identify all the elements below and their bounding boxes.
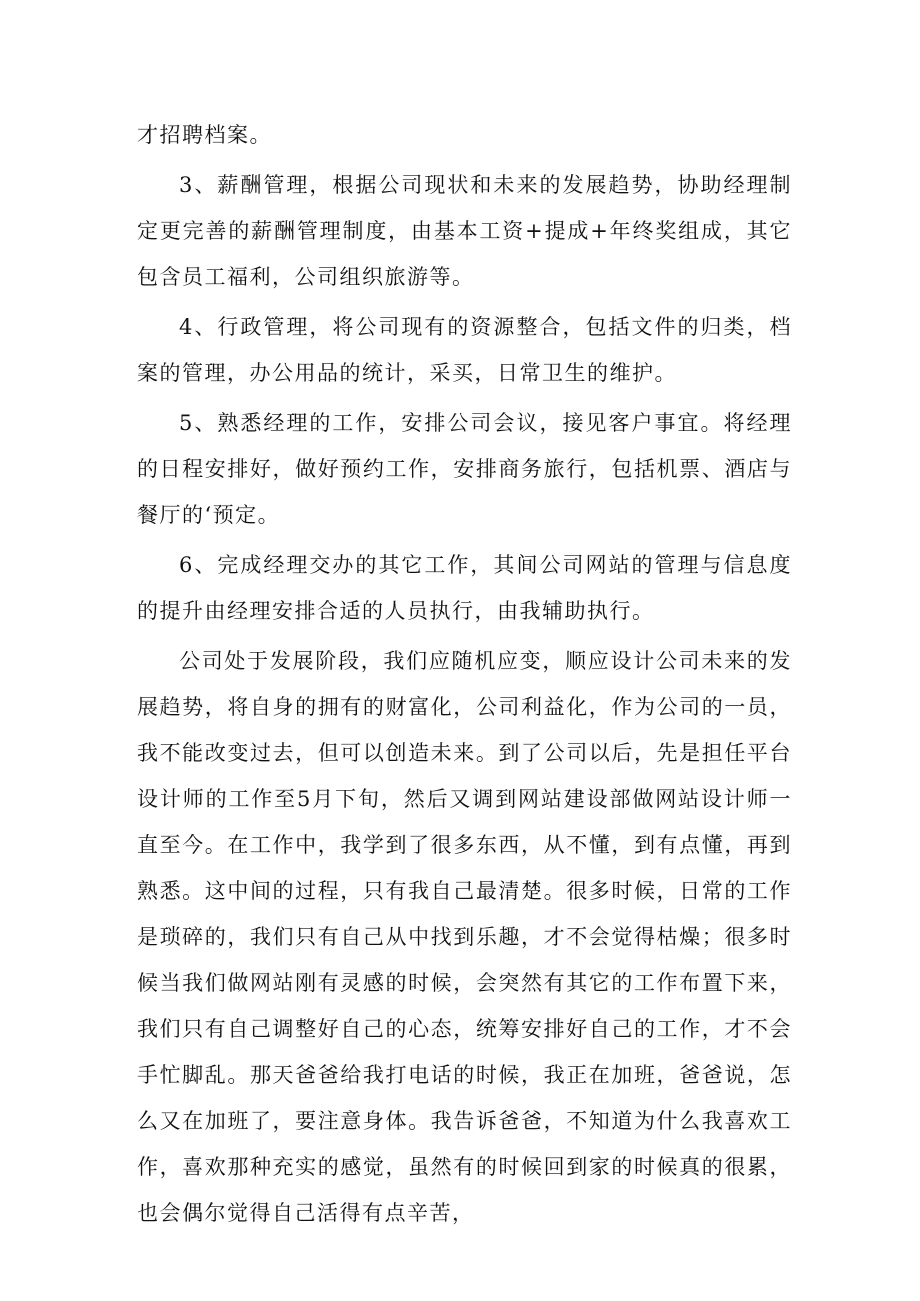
paragraph-item-4-admin: 4、行政管理，将公司现有的资源整合，包括文件的归类，档案的管理，办公用品的统计，采买，日常卫生的维护。 [137,315,792,385]
paragraph-company-development: 公司处于发展阶段，我们应随机应变，顺应设计公司未来的发展趋势，将自身的拥有的财富化，公司利益化，作为公司的一员，我不能改变过去，但可以创造未来。到了公司以后，先是担任平台设计师的工作至5月下旬，然后又调到网站建设部做网站设计师一直至今。在工作中，我学到了很多东西，从不懂，到有点懂，再到熟悉。这中间的过程，只有我自己最清楚。很多时候，日常的工作是琐碎的，我们只有自己从中找到乐趣，才不会觉得枯燥；很多时候当我们做网站刚有灵感的时候，会突然有其它的工作布置下来，我们只有自己调整好自己的心态，统筹安排好自己的工作，才不会手忙脚乱。那天爸爸给我打电话的时候，我正在加班，爸爸说，怎么又在加班了，要注意身体。我告诉爸爸，不知道为什么我喜欢工作，喜欢那种充实的感觉，虽然有的时候回到家的时候真的很累，也会偶尔觉得自己活得有点辛苦， [137,649,792,1225]
paragraph-item-5-manager-work: 5、熟悉经理的工作，安排公司会议，接见客户事宜。将经理的日程安排好，做好预约工作，安排商务旅行，包括机票、酒店与餐厅的‘预定。 [137,411,792,527]
paragraph-continuation: 才招聘档案。 [137,123,272,147]
paragraph-item-6-other-work: 6、完成经理交办的其它工作，其间公司网站的管理与信息度的提升由经理安排合适的人员执行，由我辅助执行。 [137,553,792,623]
paragraph-item-3-salary: 3、薪酬管理，根据公司现状和未来的发展趋势，协助经理制定更完善的薪酬管理制度，由基本工资+提成+年终奖组成，其它包含员工福利，公司组织旅游等。 [137,173,792,289]
